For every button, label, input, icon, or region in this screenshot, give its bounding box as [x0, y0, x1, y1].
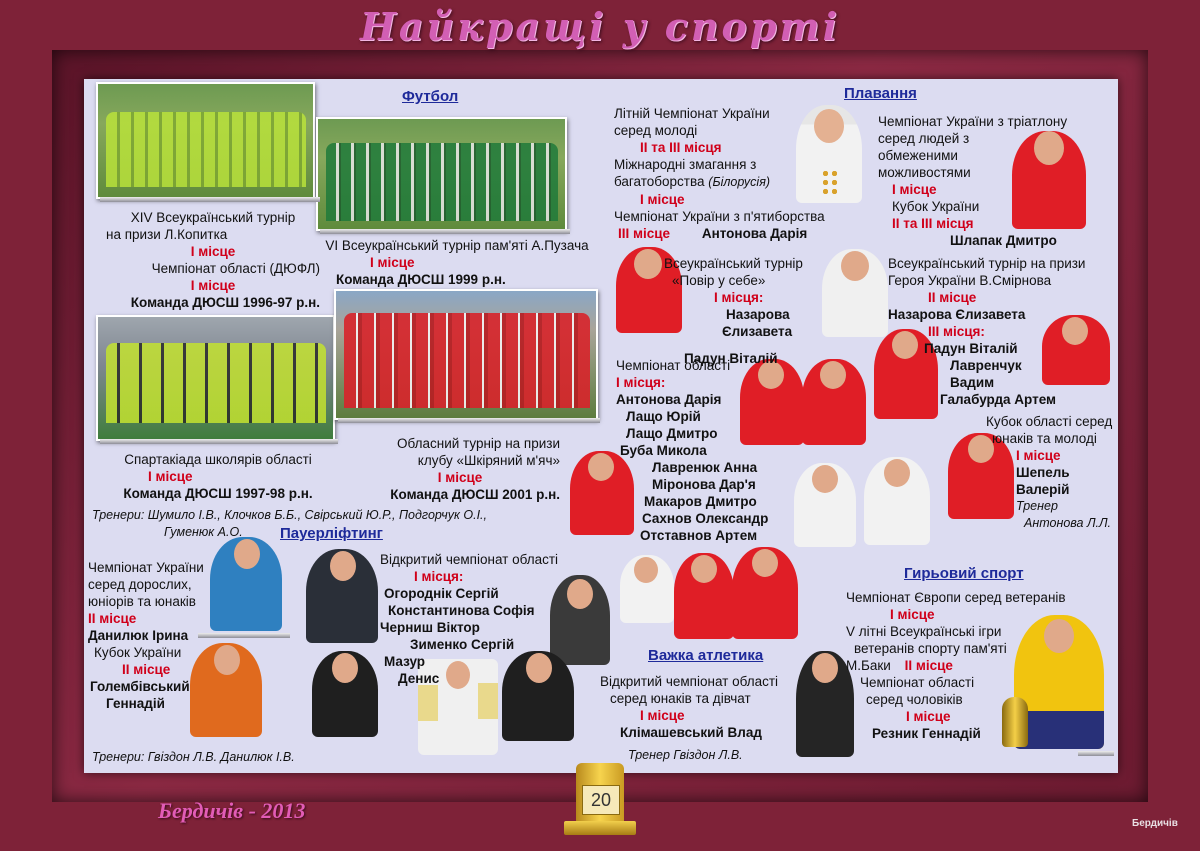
football-block-4: Обласний турнір на призи клубу «Шкіряний м'яч» І місце Команда ДЮСШ 2001 р.н. [390, 436, 560, 502]
swimming-block-3: Всеукраїнський турнір «Повір у себе» І місця: Назарова Єлизавета Падун Віталій [664, 256, 803, 366]
photo-shelf [320, 229, 570, 234]
swimmer-photo-nazarova [822, 249, 888, 337]
football-team-photo-2 [316, 117, 567, 231]
football-team-photo-3 [96, 315, 335, 441]
football-heading: Футбол [402, 88, 459, 105]
powerlifter-photo-ogorodnik [306, 549, 378, 643]
weightlifting-block: Відкритий чемпіонат області серед юнаків та дівчат І місце Клімашевський Влад Тренер Гвіздон Л.В. [600, 674, 779, 762]
city-logo: Бердичів [1132, 818, 1178, 829]
swimmer-photo-trio-2 [674, 553, 734, 639]
photo-shelf [100, 439, 338, 444]
football-block-1: XIV Всеукраїнський турнір на призи Л.Копитка І місце Чемпіонат області (ДЮФЛ) І місце Команда ДЮСШ 1996-97 р.н. [106, 210, 320, 310]
photo-shelf [338, 418, 600, 423]
football-block-3: Спартакіада школярів області І місце Команда ДЮСШ 1997-98 р.н. [123, 452, 313, 501]
powerlifter-photo-cherniysh [312, 651, 378, 737]
swimming-block-5: Чемпіонат області І місця: Антонова Дарія Лащо Юрій Лащо Дмитро Буба Микола Лавренюк Анна Міронова Дар'я Макаров Дмитро Сахнов Олександр Отставнов Артем [616, 358, 769, 543]
photo-shelf [100, 197, 320, 202]
page-title: Найкращі у спорті [359, 4, 841, 49]
swimming-block-2: Чемпіонат України з тріатлону серед людей з обмеженими можливостями І місце Кубок України ІІ та ІІІ місця Шлапак Дмитро [878, 114, 1068, 248]
swimming-block-4: Всеукраїнський турнір на призи Героя України В.Смірнова ІІ місце Назарова Єлизавета ІІІ місця: Падун Віталій Лавренчук Вадим Галабурда Артем [888, 256, 1086, 407]
weightlifting-heading: Важка атлетика [648, 647, 764, 664]
content-panel [84, 79, 1118, 773]
powerlifting-block-2: Відкритий чемпіонат області І місця: Огороднік Сергій Константинова Софія Черниш Віктор Зименко Сергій Мазур Денис [380, 552, 559, 686]
swimming-block-6: Кубок області серед юнаків та молоді І місце Шепель Валерій Тренер Антонова Л.Л. [986, 414, 1113, 530]
football-team-photo-1 [96, 82, 315, 199]
photo-shelf [1078, 751, 1114, 756]
powerlifter-photo-danyliuk [210, 537, 282, 631]
powerlifting-coaches: Тренери: Гвіздон Л.В. Данилюк І.В. [92, 750, 295, 764]
swimmer-photo-girl-2 [864, 457, 930, 545]
football-coaches: Тренери: Шумило І.В., Клочков Б.Б., Свірський Ю.Р., Подгорчук О.І., Гуменюк А.О. [92, 508, 487, 539]
kettlebell-heading: Гирьовий спорт [904, 565, 1024, 582]
swimmer-photo-trio-3 [732, 547, 798, 639]
page-number-badge [564, 755, 636, 837]
swimming-heading: Плавання [844, 85, 917, 102]
swimming-block-1: Літній Чемпіонат України серед молоді ІІ та ІІІ місця Міжнародні змагання з багатоборства (Білорусія) І місце Чемпіонат України з п'ятиборства ІІІ місце Антонова Дарія [614, 106, 825, 241]
football-block-2: VI Всеукраїнський турнір пам'яті А.Пузача І місце Команда ДЮСШ 1999 р.н. [325, 238, 589, 287]
powerlifting-block-1: Чемпіонат України серед дорослих, юніорів та юнаків ІІ місце Данилюк Ірина Кубок України ІІ місце Голембівський Геннадій [88, 560, 204, 711]
footer-city-year: Бердичів - 2013 [158, 798, 306, 823]
football-team-photo-4 [334, 289, 598, 420]
page-number: 20 [582, 785, 620, 815]
powerlifting-heading: Пауерліфтинг [280, 525, 383, 542]
swimmer-photo-trio-1 [620, 555, 674, 623]
kettlebell-block: Чемпіонат Європи серед ветеранів І місце V літні Всеукраїнські ігри ветеранів спорту пам'яті М.Баки ІІ місце Чемпіонат області серед чоловіків І місце Резник Геннадій [846, 590, 1066, 741]
